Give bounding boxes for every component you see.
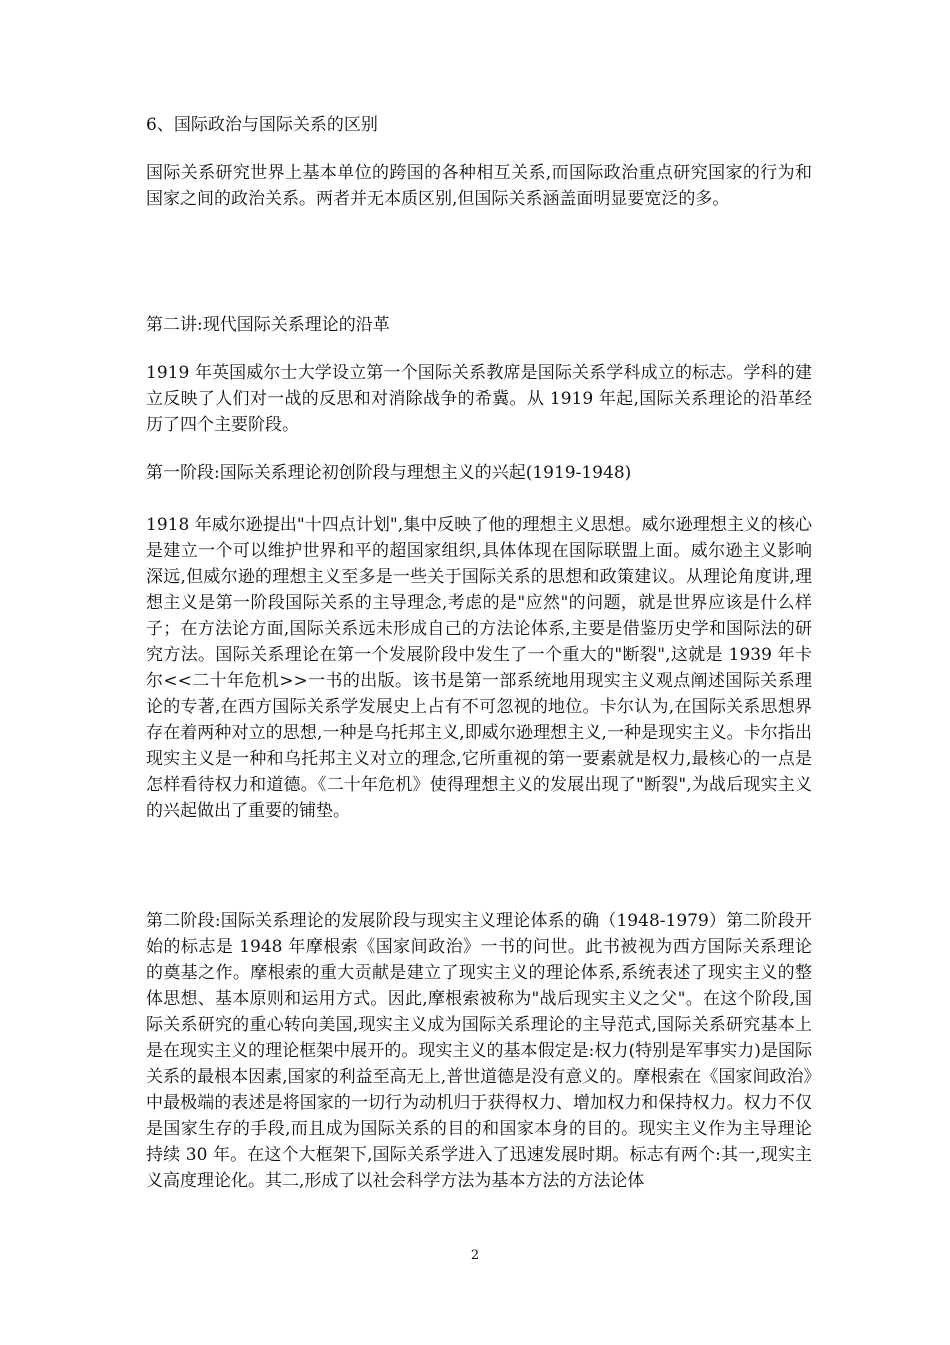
paragraph-difference: 国际关系研究世界上基本单位的跨国的各种相互关系,而国际政治重点研究国家的行为和国家之间的政治关系。两者并无本质区别,但国际关系涵盖面明显要宽泛的多。 bbox=[146, 163, 812, 209]
lecture-title: 第二讲:现代国际关系理论的沿革 bbox=[146, 315, 390, 335]
paragraph-1919: 1919 年英国威尔士大学设立第一个国际关系教席是国际关系学科成立的标志。学科的建立反映了人们对一战的反思和对消除战争的希冀。从 1919 年起,国际关系理论的沿革经历了四个主要阶段。 bbox=[146, 363, 812, 435]
stage1-title: 第一阶段:国际关系理论初创阶段与理想主义的兴起(1919-1948) bbox=[146, 463, 632, 483]
section-heading: 6、国际政治与国际关系的区别 bbox=[146, 115, 378, 135]
page-number: 2 bbox=[470, 1248, 480, 1263]
paragraph-stage2: 第二阶段:国际关系理论的发展阶段与现实主义理论体系的确（1948-1979）第二阶段开始的标志是 1948 年摩根索《国家间政治》一书的问世。此书被视为西方国际关系理论的奠基之作。摩根索的重大贡献是建立了现实主义的理论体系,系统表述了现实主义的整体思想、基本原则和运用方式。因此,摩根索被称为"战后现实主义之父"。在这个阶段,国际关系研究的重心转向美国,现实主义成为国际关系理论的主导范式,国际关系研究基本上是在现实主义的理论框架中展开的。现实主义的基本假定是:权力(特别是军事实力)是国际关系的最根本因素,国家的利益至高无上,普世道德是没有意义的。摩根索在《国家间政治》中最极端的表述是将国家的一切行为动机归于获得权力、增加权力和保持权力。权力不仅是国家生存的手段,而且成为国际关系的目的和国家本身的目的。现实主义作为主导理论持续 30 年。在这个大框架下,国际关系学进入了迅速发展时期。标志有两个:其一,现实主义高度理论化。其二,形成了以社会科学方法为基本方法的方法论体 bbox=[146, 911, 812, 1191]
paragraph-stage1: 1918 年威尔逊提出"十四点计划",集中反映了他的理想主义思想。威尔逊理想主义的核心是建立一个可以维护世界和平的超国家组织,具体体现在国际联盟上面。威尔逊主义影响深远,但威尔逊的理想主义至多是一些关于国际关系的思想和政策建议。从理论角度讲,理想主义是第一阶段国际关系的主导理念,考虑的是"应然"的问题，就是世界应该是什么样子；在方法论方面,国际关系远未形成自己的方法论体系,主要是借鉴历史学和国际法的研究方法。国际关系理论在第一个发展阶段中发生了一个重大的"断裂",这就是 1939 年卡尔<<二十年危机>>一书的出版。该书是第一部系统地用现实主义观点阐述国际关系理论的专著,在西方国际关系学发展史上占有不可忽视的地位。卡尔认为,在国际关系思想界存在着两种对立的思想,一种是乌托邦主义,即威尔逊理想主义,一种是现实主义。卡尔指出现实主义是一种和乌托邦主义对立的理念,它所重视的第一要素就是权力,最核心的一点是怎样看待权力和道德。《二十年危机》使得理想主义的发展出现了"断裂",为战后现实主义的兴起做出了重要的铺垫。 bbox=[146, 515, 812, 821]
